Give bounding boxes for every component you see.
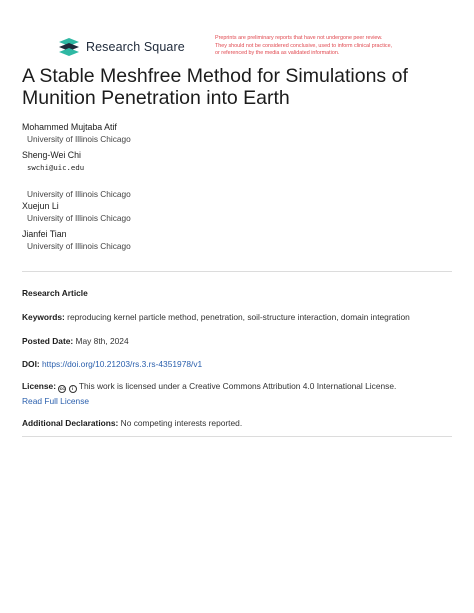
license-label: License: [22,381,56,391]
posted-date-label: Posted Date: [22,336,74,346]
read-full-license-link[interactable]: Read Full License [22,396,90,406]
author-name[interactable]: Mohammed Mujtaba Atif [22,122,117,132]
disclaimer-line: Preprints are preliminary reports that have not undergone peer review. [215,35,383,41]
license-text: This work is licensed under a Creative Commons Attribution 4.0 International License. [78,381,397,391]
logo-text: Research Square [86,40,185,54]
author-affiliation: University of Illinois Chicago [27,189,131,199]
declarations-value: No competing interests reported. [120,418,243,428]
article-type-label: Research Article [22,288,88,298]
disclaimer-line: They should not be considered conclusive, used to inform clinical practice, [215,42,393,49]
doi-label: DOI: [22,359,40,369]
author-name[interactable]: Jianfei Tian [22,229,67,239]
doi-row [22,359,462,370]
by-icon: i [69,385,77,393]
keywords-row [22,312,462,323]
author-entry [22,150,462,201]
section-divider [22,436,452,437]
keywords-label: Keywords: [22,312,65,322]
posted-date-row [22,336,462,347]
research-square-mark-icon [58,38,80,56]
research-square-logo[interactable] [58,38,185,56]
cc-icon: cc [59,387,65,392]
author-list [22,122,462,253]
author-affiliation: University of Illinois Chicago [27,134,131,144]
author-entry [22,201,462,225]
license-row [22,381,462,407]
author-affiliation: University of Illinois Chicago [27,213,131,223]
preprint-disclaimer [215,35,455,58]
author-email[interactable]: swchi@uic.edu [27,163,85,172]
author-name[interactable]: Xuejun Li [22,201,59,211]
doi-link[interactable]: https://doi.org/10.21203/rs.3.rs-4351978/v1 [42,359,203,369]
disclaimer-line: or referenced by the media as validated information. [215,50,340,57]
declarations-label: Additional Declarations: [22,418,119,428]
keywords-value: reproducing kernel particle method, penetration, soil-structure interaction, domain integration [67,312,410,322]
section-divider [22,271,452,272]
author-affiliation: University of Illinois Chicago [27,241,131,251]
author-name[interactable]: Sheng-Wei Chi [22,150,82,160]
article-type [22,288,462,299]
declarations-row [22,418,462,429]
author-entry [22,122,462,146]
posted-date-value: May 8th, 2024 [75,336,129,346]
author-entry [22,229,462,253]
paper-title: A Stable Meshfree Method for Simulations of Munition Penetration into Earth [22,65,408,109]
